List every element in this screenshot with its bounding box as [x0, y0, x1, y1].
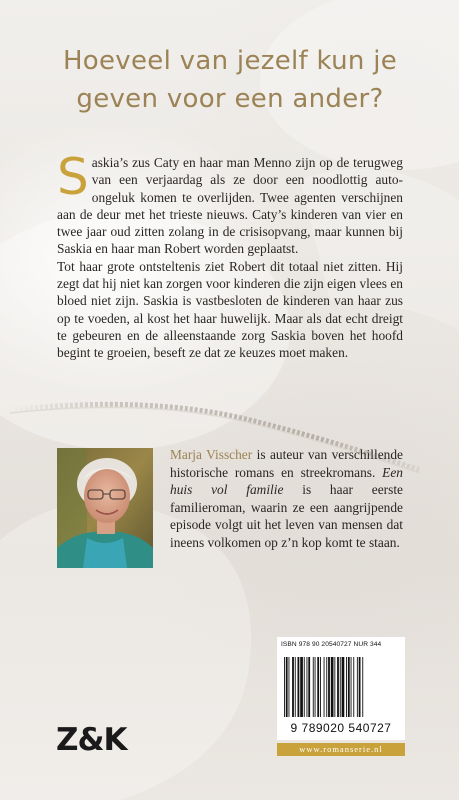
headline-line-1: Hoeveel van jezelf kun je	[62, 46, 398, 76]
blurb-text	[57, 148, 403, 362]
isbn-barcode	[277, 637, 405, 740]
headline-line-2: geven voor een ander?	[76, 84, 384, 114]
website-url: www.romanserie.nl	[277, 743, 405, 756]
author-bio-text-1: is auteur van verschillende historische romans en streekromans.	[170, 447, 403, 480]
publisher-logo: Z&K	[56, 722, 127, 758]
author-portrait-image	[57, 448, 153, 568]
blurb-paragraph-1	[57, 148, 403, 258]
author-bio-paragraph	[170, 446, 403, 552]
author-name: Marja Visscher	[170, 447, 253, 462]
blurb-paragraph-1-text: askia’s zus Caty en haar man Menno zijn op de terugweg van een verjaardag als ze door een noodlottig auto-ongeluk komen te overlijden. Twee agenten verschijnen aan de deur met het trieste nieuws. Caty’s kinderen van vier en twee jaar oud zitten zolang in de crisisopvang, maar kunnen bij Saskia en haar man Robert worden geplaatst.	[57, 155, 403, 257]
barcode-digits: 9 789020 540727	[290, 721, 392, 735]
cover-headline	[20, 42, 440, 118]
blurb-paragraph-2: Tot haar grote ontsteltenis ziet Robert dit totaal niet zitten. Hij zegt dat hij niet kan zorgen voor kinderen die zijn eigen vlees en bloed niet zijn. Saskia is vastbesloten de kinderen van haar zus op te voeden, al kost het haar huwelijk. Maar als dat echt dreigt te gebeuren en de alleenstaande zorg Saskia boven het hoofd begint te groeien, beseft ze dat ze keuzes moet maken.	[57, 258, 403, 361]
barcode-bars	[281, 657, 401, 719]
book-title: Een huis vol familie	[170, 464, 403, 498]
drop-cap: S	[57, 148, 89, 206]
author-photo	[57, 448, 153, 568]
author-bio	[170, 446, 403, 552]
isbn-label: ISBN 978 90 20540727 NUR 344	[281, 641, 382, 648]
author-bio-text-2: is haar eerste familieroman, waarin ze een aangrijpende episode volgt uit het leven van mensen dat ineens volkomen op z’n kop komt te staan.	[170, 482, 403, 550]
